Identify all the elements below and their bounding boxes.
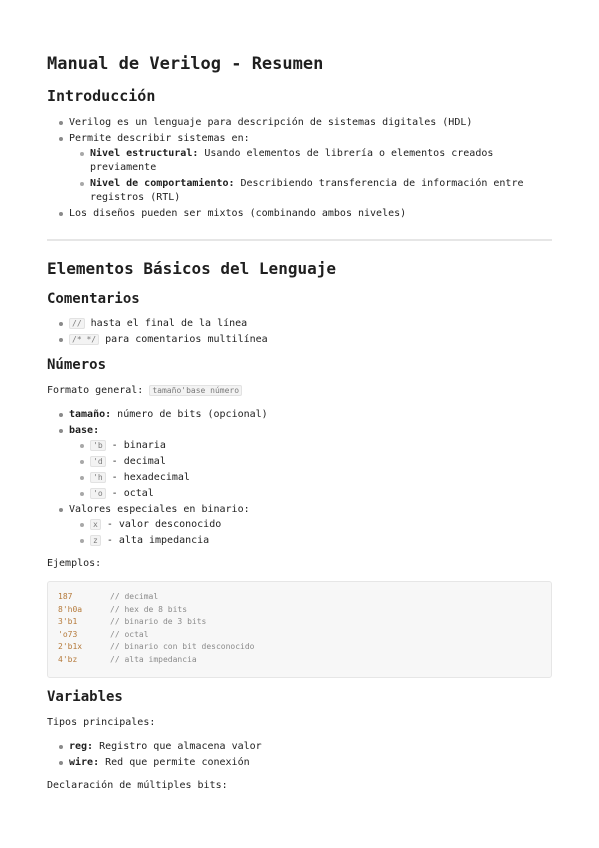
list-item: 'b - binaria	[90, 439, 552, 453]
list-item: Nivel de comportamiento: Describiendo transferencia de información entre registros (RTL)	[90, 177, 552, 205]
inline-code: x	[90, 519, 101, 530]
comments-list	[47, 317, 552, 347]
numbers-list	[47, 408, 552, 548]
intro-heading: Introducción	[47, 87, 156, 105]
examples-label: Ejemplos:	[47, 558, 102, 569]
code-block	[47, 581, 552, 678]
code-line: 4'bz // alta impedancia	[58, 654, 197, 664]
list-item: Los diseños pueden ser mixtos (combinando ambos niveles)	[69, 207, 552, 221]
list-item: Verilog es un lenguaje para descripción de sistemas digitales (HDL)	[69, 116, 552, 130]
list-item: 'h - hexadecimal	[90, 471, 552, 485]
basics-heading: Elementos Básicos del Lenguaje	[47, 259, 336, 278]
inline-code: /* */	[69, 334, 99, 345]
comments-heading: Comentarios	[47, 291, 140, 307]
inline-code: 'd	[90, 456, 106, 467]
inline-code: 'o	[90, 488, 106, 499]
numbers-heading: Números	[47, 357, 107, 373]
list-item: Nivel estructural: Usando elementos de librería o elementos creados previamente	[90, 147, 552, 175]
list-item: 'o - octal	[90, 487, 552, 501]
types-label: Tipos principales:	[47, 716, 156, 728]
list-item: reg: Registro que almacena valor	[69, 740, 552, 754]
list-item: z - alta impedancia	[90, 534, 552, 548]
code-line: 'o73 // octal	[58, 629, 149, 639]
list-item: x - valor desconocido	[90, 518, 552, 532]
specials-sublist	[69, 518, 552, 548]
list-item: base: 'b - binaria 'd - decimal 'h - hexadecimal 'o - octal	[69, 424, 552, 501]
list-item: Valores especiales en binario: x - valor desconocido z - alta impedancia	[69, 503, 552, 548]
code-line: 187 // decimal	[58, 592, 159, 601]
multi-bits-label: Declaración de múltiples bits:	[47, 779, 228, 791]
list-item: Permite describir sistemas en: Nivel estructural: Usando elementos de librería o elementos creados previamente Nivel de comportamiento: Describiendo transferencia de información entre registros (RTL)	[69, 132, 552, 205]
variables-heading: Variables	[47, 688, 123, 705]
intro-list	[47, 116, 552, 221]
list-item: wire: Red que permite conexión	[69, 756, 552, 770]
section-divider	[47, 239, 552, 241]
intro-sublist	[69, 147, 552, 205]
format-paragraph: Formato general: tamaño'base número	[47, 383, 552, 398]
code-line: 8'h0a // hex de 8 bits	[58, 604, 188, 614]
inline-code: //	[69, 318, 85, 329]
inline-code: 'h	[90, 472, 106, 483]
code-line: 2'b1x // binario con bit desconocido	[58, 642, 255, 652]
page-title: Manual de Verilog - Resumen	[47, 54, 324, 74]
inline-code: z	[90, 535, 101, 546]
variables-list	[47, 740, 552, 770]
list-item: /* */ para comentarios multilínea	[69, 333, 552, 347]
inline-code: 'b	[90, 440, 106, 451]
code-line: 3'b1 // binario de 3 bits	[58, 617, 207, 627]
list-item: 'd - decimal	[90, 455, 552, 469]
bases-sublist	[69, 439, 552, 501]
inline-code: tamaño'base número	[149, 385, 242, 396]
list-item: tamaño: número de bits (opcional)	[69, 408, 552, 422]
list-item: // hasta el final de la línea	[69, 317, 552, 331]
